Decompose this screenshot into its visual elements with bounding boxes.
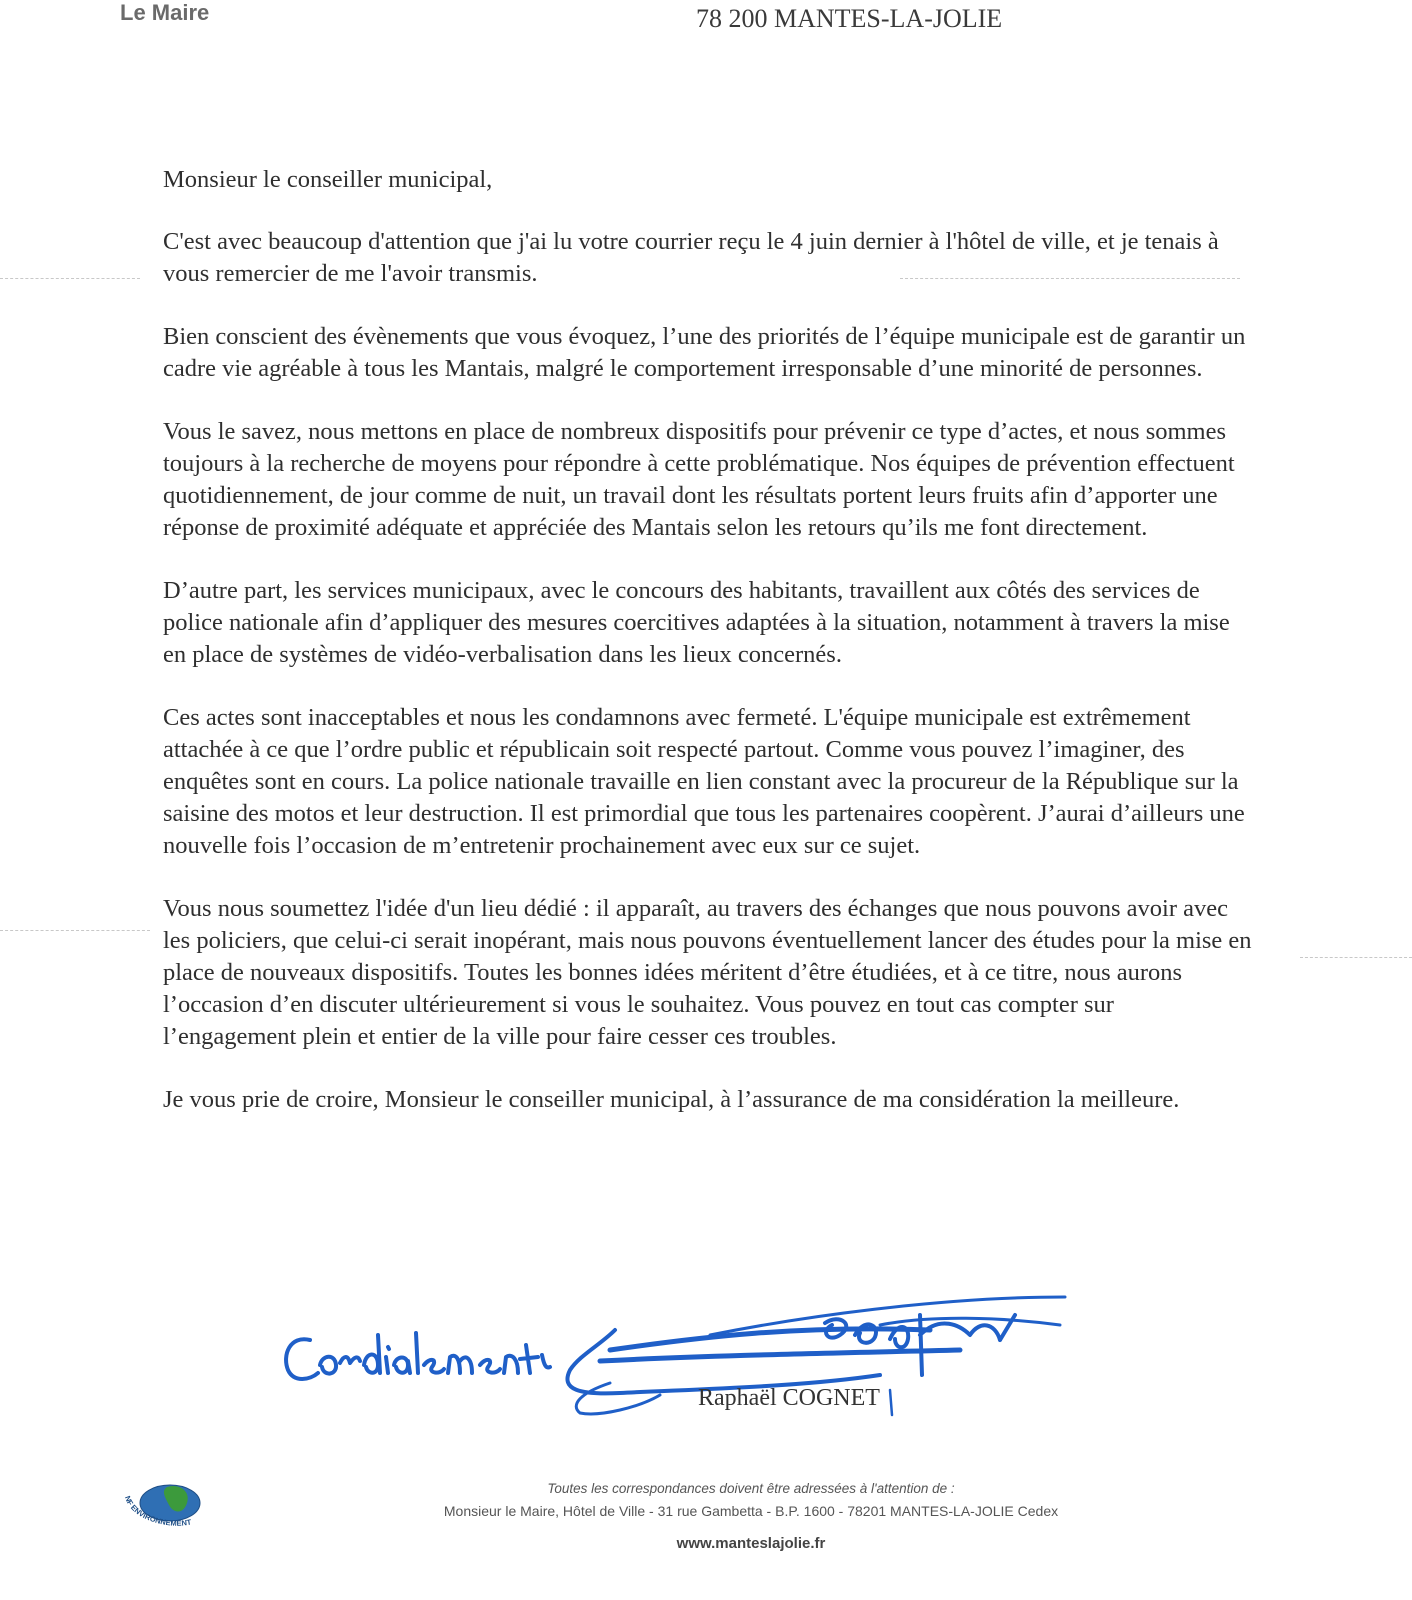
paragraph-dedicated-place: Vous nous soumettez l'idée d'un lieu dédié : il apparaît, au travers des échanges que nous pouvons avoir avec les policiers, que celui-ci serait inopérant, mais nous pouvons éventuellement lancer des études pour la mise en place de nouveaux dispositifs. Toutes les bonnes idées méritent d’être étudiées, et à ce titre, nous aurons l’occasion d’en discuter ultérieurement si vous le souhaitez. Vous pouvez en tout cas compter sur l’engagement plein et entier de la ville pour faire cesser ces troubles. bbox=[163, 895, 1252, 1050]
paragraph-condemnation: Ces actes sont inacceptables et nous les condamnons avec fermeté. L'équipe municipale est extrêmement attachée à ce que l’ordre public et républicain soit respecté partout. Comme vous pouvez l’imaginer, des enquêtes sont en cours. La police nationale travaille en lien constant avec la procureur de la République sur la saisine des motos et leur destruction. Il est primordial que tous les partenaires coopèrent. J’aurai d’ailleurs une nouvelle fois l’occasion de m’entretenir prochainement avec eux sur ce sujet. bbox=[163, 704, 1245, 859]
fold-mark-bottom-left bbox=[0, 930, 150, 931]
paragraph-closing-formula: Je vous prie de croire, Monsieur le conseiller municipal, à l’assurance de ma considération la meilleure. bbox=[163, 1086, 1180, 1113]
svg-text:NF ENVIRONNEMENT: NF ENVIRONNEMENT bbox=[122, 1494, 192, 1528]
footer-website-link[interactable]: www.manteslajolie.fr bbox=[676, 1535, 826, 1552]
header-city-postcode: 78 200 MANTES-LA-JOLIE bbox=[696, 4, 1003, 33]
paragraph-police-cooperation: D’autre part, les services municipaux, avec le concours des habitants, travaillent aux côtés des services de police nationale afin d’appliquer des mesures coercitives adaptées à la situation, notamment à travers la mise en place de systèmes de vidéo-verbalisation dans les lieux concernés. bbox=[163, 577, 1230, 668]
letter-body bbox=[163, 164, 1253, 1147]
letter-greeting: Monsieur le conseiller municipal, bbox=[163, 166, 493, 193]
footer-correspondence-note: Toutes les correspondances doivent être adressées à l'attention de : bbox=[547, 1481, 955, 1496]
fold-mark-bottom-right bbox=[1300, 957, 1412, 958]
paragraph-priorities: Bien conscient des évènements que vous évoquez, l’une des priorités de l’équipe municipale est de garantir un cadre vie agréable à tous les Mantais, malgré le comportement irresponsable d’une minorité de personnes. bbox=[163, 323, 1246, 382]
paragraph-thanks: C'est avec beaucoup d'attention que j'ai lu votre courrier reçu le 4 juin dernier à l'hôtel de ville, et je tenais à vous remercier de me l'avoir transmis. bbox=[163, 228, 1219, 287]
footer-address: Monsieur le Maire, Hôtel de Ville - 31 rue Gambetta - B.P. 1600 - 78201 MANTES-LA-JOLIE Cedex bbox=[443, 1503, 1059, 1519]
header-le-maire: Le Maire bbox=[120, 0, 210, 25]
handwritten-signature bbox=[280, 1295, 1080, 1435]
signer-name: Raphaël COGNET bbox=[698, 1385, 880, 1411]
fold-mark-top-left bbox=[0, 278, 140, 279]
paragraph-prevention: Vous le savez, nous mettons en place de nombreux dispositifs pour prévenir ce type d’actes, et nous sommes toujours à la recherche de moyens pour répondre à cette problématique. Nos équipes de prévention effectuent quotidiennement, de jour comme de nuit, un travail dont les résultats portent leurs fruits afin d’apporter une réponse de proximité adéquate et appréciée des Mantais selon les retours qu’ils me font directement. bbox=[163, 418, 1235, 541]
